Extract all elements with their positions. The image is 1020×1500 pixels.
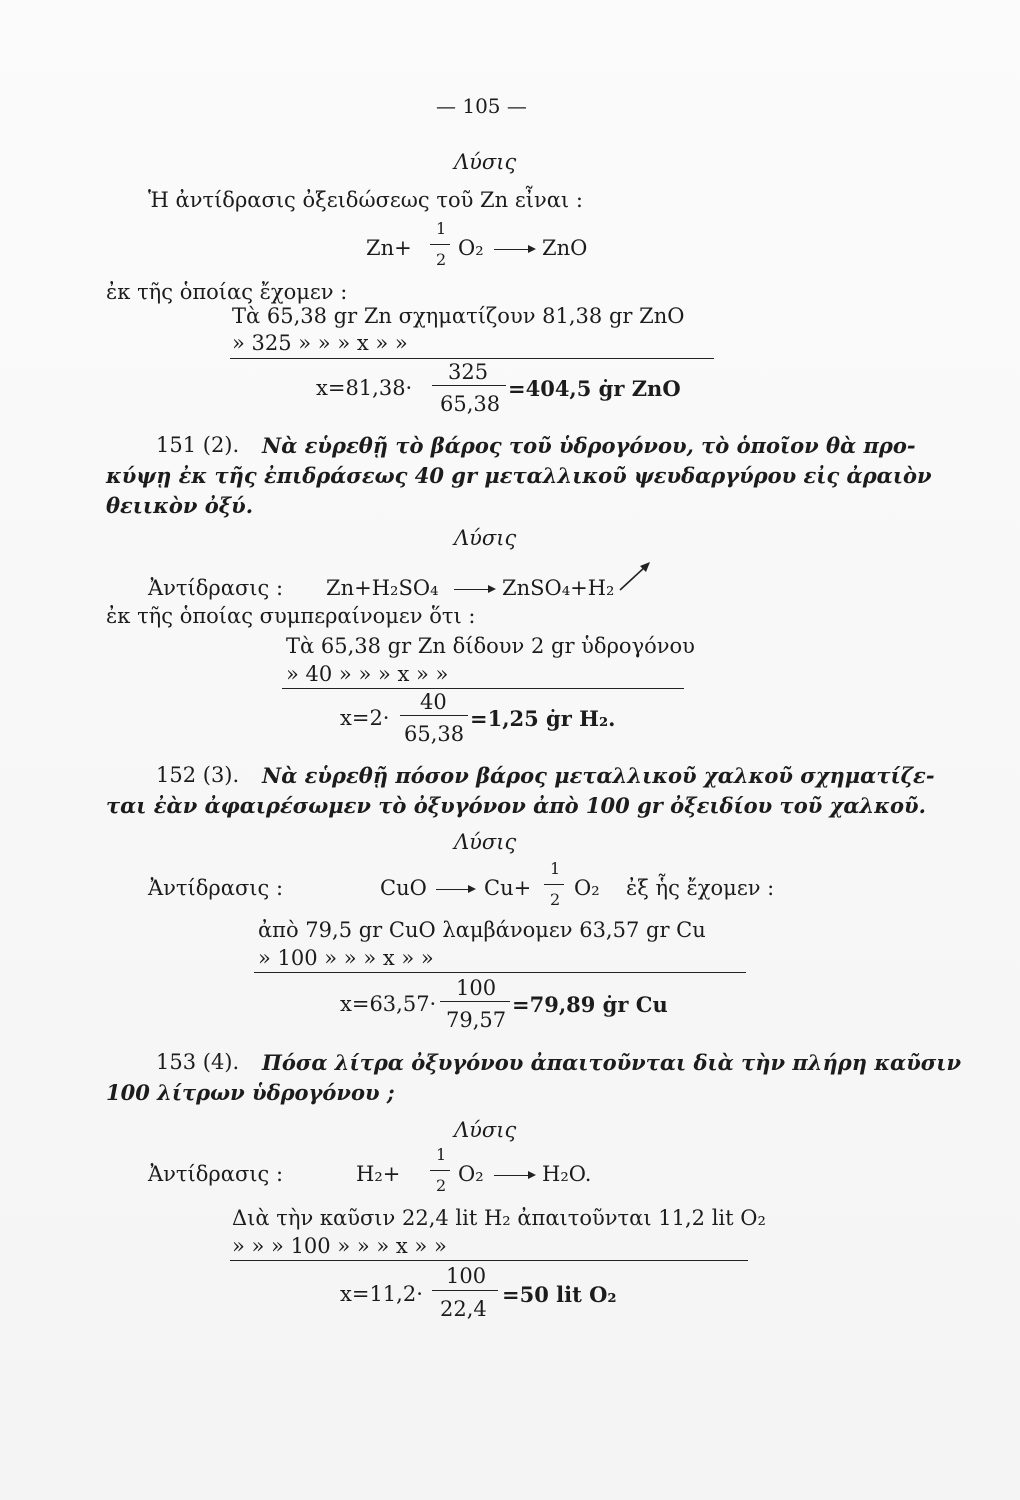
intro-rule [230, 358, 714, 359]
problem-153-frac-den: 2 [436, 1176, 447, 1195]
problem-153-calc-den: 22,4 [440, 1297, 487, 1321]
problem-153-rule [230, 1260, 748, 1261]
problem-151-line1: Νὰ εὑρεθῇ τὸ βάρος τοῦ ὑδρογόνου, τὸ ὁποῖον θὰ προ- [262, 433, 916, 458]
problem-153-reaction-o2: O₂ [458, 1162, 484, 1186]
problem-153-frac-bar [430, 1170, 450, 1171]
problem-151-reaction-right: ZnSO₄+H₂ [502, 576, 615, 600]
problem-153-reaction-label: Ἀντίδρασις : [148, 1162, 284, 1186]
problem-152-calc-left: x=63,57· [340, 992, 437, 1016]
problem-152-reaction-label: Ἀντίδρασις : [148, 876, 284, 900]
intro-eq-frac-bar [430, 244, 450, 245]
problem-152-calc-result: =79,89 ġr Cu [512, 992, 668, 1017]
problem-153-line2: 100 λίτρων ὑδρογόνου ; [106, 1080, 395, 1105]
intro-eq-frac-den: 2 [436, 250, 447, 269]
intro-calc-result: =404,5 ġr ZnO [508, 376, 681, 401]
problem-151-line3: θειικὸν ὀξύ. [106, 493, 254, 518]
problem-151-line2: κύψῃ ἐκ τῆς ἐπιδράσεως 40 gr μεταλλικοῦ ψευδαργύρου εἰς ἀραιὸν [106, 463, 932, 488]
problem-153-row2: » » » 100 » » » x » » [232, 1234, 447, 1258]
problem-152-number: 152 (3). [156, 763, 240, 787]
problem-152-reaction-arrow [436, 889, 474, 890]
intro-eq-right: ZnO [542, 236, 588, 260]
problem-152-frac-bar [544, 884, 564, 885]
problem-151-conclude: ἐκ τῆς ὁποίας συμπεραίνομεν ὅτι : [106, 604, 476, 628]
solution-heading-152: Λύσις [454, 830, 517, 854]
problem-152-reaction-left: CuO [380, 876, 427, 900]
problem-153-calc-result: =50 lit O₂ [502, 1282, 617, 1307]
problem-153-calc-num: 100 [446, 1264, 487, 1288]
problem-153-number: 153 (4). [156, 1050, 240, 1074]
problem-151-calc-den: 65,38 [404, 722, 465, 746]
problem-151-reaction-label: Ἀντίδρασις : [148, 576, 284, 600]
problem-153-calc-bar [432, 1290, 498, 1291]
intro-row1: Τὰ 65,38 gr Zn σχηματίζουν 81,38 gr ZnO [232, 304, 685, 328]
intro-eq-frac-num: 1 [436, 219, 447, 238]
problem-151-calc-left: x=2· [340, 706, 390, 730]
intro-calc-left: x=81,38· [316, 376, 413, 400]
gas-release-arrow-icon [616, 560, 656, 594]
problem-152-reaction-mid: Cu+ [484, 876, 532, 900]
intro-calc-bar [432, 385, 506, 386]
problem-151-calc-num: 40 [420, 690, 447, 714]
intro-row2: » 325 » » » x » » [232, 331, 408, 355]
problem-152-frac-num: 1 [550, 859, 561, 878]
problem-152-row2: » 100 » » » x » » [258, 946, 434, 970]
problem-153-frac-num: 1 [436, 1145, 447, 1164]
intro-eq-arrow [494, 249, 534, 250]
problem-151-number: 151 (2). [156, 433, 240, 457]
problem-152-reaction-o2: O₂ [574, 876, 600, 900]
problem-151-rule [282, 688, 684, 689]
problem-152-line1: Νὰ εὑρεθῇ πόσον βάρος μεταλλικοῦ χαλκοῦ σχηματίζε- [262, 763, 935, 788]
problem-152-line2: ται ἐὰν ἀφαιρέσωμεν τὸ ὀξυγόνον ἀπὸ 100 gr ὀξειδίου τοῦ χαλκοῦ. [106, 793, 926, 818]
intro-calc-num: 325 [448, 360, 489, 384]
problem-152-calc-den: 79,57 [446, 1008, 507, 1032]
problem-153-row1: Διὰ τὴν καῦσιν 22,4 lit H₂ ἀπαιτοῦνται 11,2 lit O₂ [232, 1206, 766, 1230]
problem-151-row1: Τὰ 65,38 gr Zn δίδουν 2 gr ὑδρογόνου [286, 634, 695, 658]
problem-152-frac-den: 2 [550, 890, 561, 909]
solution-heading-151: Λύσις [454, 526, 517, 550]
intro-eq-o2: O₂ [458, 236, 484, 260]
problem-153-calc-left: x=11,2· [340, 1282, 423, 1306]
problem-152-calc-bar [440, 1001, 510, 1002]
problem-152-rule [254, 972, 746, 973]
problem-152-row1: ἀπὸ 79,5 gr CuO λαμβάνομεν 63,57 gr Cu [258, 918, 706, 942]
page-number: — 105 — [436, 94, 527, 118]
problem-151-reaction-left: Zn+H₂SO₄ [326, 576, 439, 600]
problem-151-calc-result: =1,25 ġr H₂. [470, 706, 616, 731]
problem-151-row2: » 40 » » » x » » [286, 662, 449, 686]
problem-153-reaction-left: H₂+ [356, 1162, 401, 1186]
problem-153-reaction-arrow [494, 1175, 534, 1176]
problem-153-line1: Πόσα λίτρα ὀξυγόνου ἀπαιτοῦνται διὰ τὴν πλήρη καῦσιν [262, 1050, 962, 1075]
problem-151-reaction-arrow [454, 589, 494, 590]
problem-152-reaction-tail: ἐξ ἧς ἔχομεν : [626, 876, 775, 900]
problem-152-calc-num: 100 [456, 976, 497, 1000]
intro-from-which: ἐκ τῆς ὁποίας ἔχομεν : [106, 280, 348, 304]
intro-eq-left: Zn+ [366, 236, 412, 260]
problem-151-calc-bar [400, 715, 468, 716]
problem-153-reaction-right: H₂O. [542, 1162, 592, 1186]
intro-sentence: Ἡ ἀντίδρασις ὀξειδώσεως τοῦ Zn εἶναι : [148, 188, 583, 212]
solution-heading-153: Λύσις [454, 1118, 517, 1142]
solution-heading-1: Λύσις [454, 150, 517, 174]
intro-calc-den: 65,38 [440, 392, 501, 416]
